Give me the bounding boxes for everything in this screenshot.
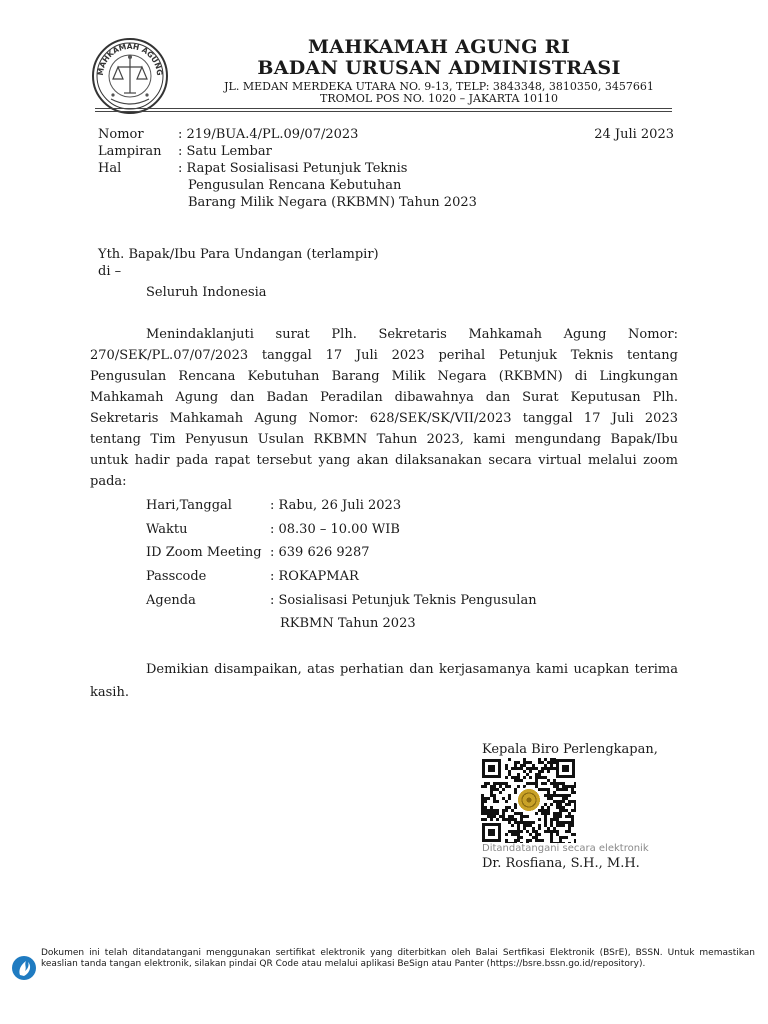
detail-value-date: : Rabu, 26 Juli 2023 [270, 498, 402, 513]
body-paragraph-line: untuk hadir pada rapat tersebut yang akan dilaksanakan secara virtual melalui zoom [90, 453, 678, 468]
body-paragraph-line: Sekretaris Mahkamah Agung Nomor: 628/SEK/SK/VII/2023 tanggal 17 Juli 2023 [90, 411, 678, 426]
nomor-label: Nomor [98, 127, 144, 142]
org-title-line2: BADAN URUSAN ADMINISTRASI [257, 57, 621, 79]
bsre-icon [11, 953, 37, 983]
closing-line2: kasih. [90, 685, 129, 700]
address-line1: JL. MEDAN MERDEKA UTARA NO. 9-13, TELP: 3843348, 3810350, 3457661 [224, 80, 654, 93]
org-title-line1: MAHKAMAH AGUNG RI [307, 36, 571, 58]
body-paragraph-line: tentang Tim Penyusun Usulan RKBMN Tahun 2023, kami mengundang Bapak/Ibu [90, 432, 678, 447]
detail-value-agenda: : Sosialisasi Petunjuk Teknis Pengusulan [270, 593, 537, 608]
recipient-line2: di – [98, 264, 122, 279]
detail-value-zoom-id: : 639 626 9287 [270, 545, 370, 560]
detail-label-date: Hari,Tanggal [146, 498, 232, 513]
body-paragraph-line: pada: [90, 474, 127, 489]
body-paragraph-line: Pengusulan Rencana Kebutuhan Barang Milik Negara (RKBMN) di Lingkungan [90, 369, 678, 384]
detail-value-passcode: : ROKAPMAR [270, 569, 359, 584]
detail-label-passcode: Passcode [146, 569, 207, 584]
esign-note: Ditandatangani secara elektronik [482, 843, 649, 854]
mahkamah-agung-logo [91, 37, 169, 115]
detail-value-agenda-cont: RKBMN Tahun 2023 [280, 616, 416, 631]
signature-title: Kepala Biro Perlengkapan, [482, 742, 658, 757]
recipient-line3: Seluruh Indonesia [146, 285, 267, 300]
detail-label-agenda: Agenda [146, 593, 196, 608]
lampiran-label: Lampiran [98, 144, 162, 159]
qr-code-image [481, 758, 576, 843]
hal-value-line1: : Rapat Sosialisasi Petunjuk Teknis [178, 161, 408, 176]
hal-label: Hal [98, 161, 122, 176]
detail-label-time: Waktu [146, 522, 188, 537]
closing-line1: Demikian disampaikan, atas perhatian dan kerjasamanya kami ucapkan terima [146, 662, 678, 677]
signatory-name: Dr. Rosfiana, S.H., M.H. [482, 856, 640, 871]
body-paragraph-line: Mahkamah Agung dan Badan Peradilan dibawahnya dan Surat Keputusan Plh. [90, 390, 678, 405]
body-paragraph-line: 270/SEK/PL.07/07/2023 tanggal 17 Juli 2023 perihal Petunjuk Teknis tentang [90, 348, 678, 363]
svg-text:MAHKAMAH AGUNG: MAHKAMAH AGUNG [95, 41, 165, 77]
hal-value-line3: Barang Milik Negara (RKBMN) Tahun 2023 [188, 195, 477, 210]
detail-value-time: : 08.30 – 10.00 WIB [270, 522, 400, 537]
footer-disclaimer: Dokumen ini telah ditandatangani menggunakan sertifikat elektronik yang diterbitkan oleh Balai Sertfikasi Elektronik (BSrE), BSSN. Untuk memastikan keaslian tanda tangan elektronik, silakan pindai QR Code atau melalui aplikasi BeSign atau Panter (https://bsre.bssn.go.id/repository). [41, 948, 755, 969]
detail-label-zoom-id: ID Zoom Meeting [146, 545, 262, 560]
address-line2: TROMOL POS NO. 1020 – JAKARTA 10110 [320, 92, 558, 105]
seal-icon [516, 787, 542, 813]
hal-value-line2: Pengusulan Rencana Kebutuhan [188, 178, 402, 193]
recipient-line1: Yth. Bapak/Ibu Para Undangan (terlampir) [98, 247, 379, 262]
letterhead-rule-top [95, 108, 672, 109]
letter-date: 24 Juli 2023 [594, 127, 674, 142]
letterhead-rule-bottom [95, 111, 672, 112]
body-paragraph-line: Menindaklanjuti surat Plh. Sekretaris Mahkamah Agung Nomor: [146, 327, 678, 342]
nomor-value: : 219/BUA.4/PL.09/07/2023 [178, 127, 359, 142]
lampiran-value: : Satu Lembar [178, 144, 272, 159]
